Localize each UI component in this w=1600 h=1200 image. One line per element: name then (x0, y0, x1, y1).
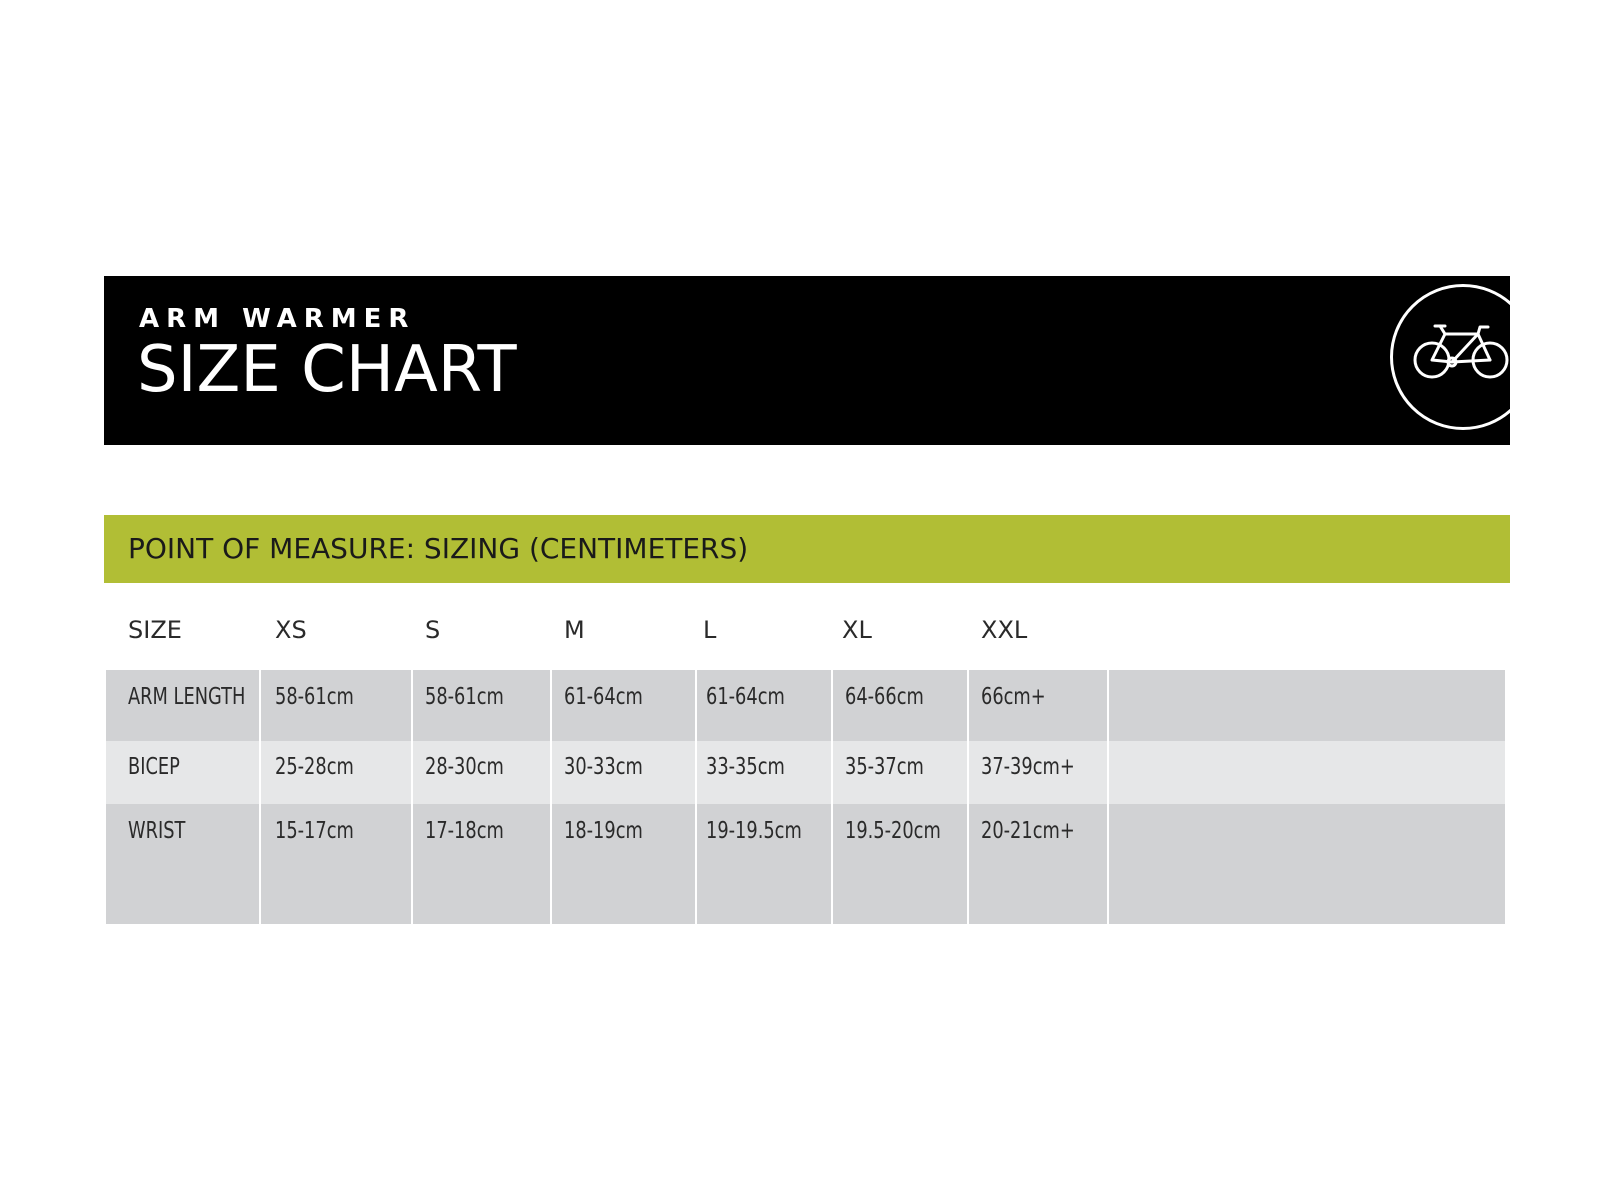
measure-band (104, 515, 1510, 583)
table-cell (413, 804, 550, 924)
cell-value: 18-19cm (564, 818, 643, 844)
cell-value: 15-17cm (275, 818, 354, 844)
table-cell (697, 804, 831, 924)
bicycle-icon (1412, 322, 1510, 382)
table-cell (552, 741, 695, 804)
cell-value: 17-18cm (425, 818, 504, 844)
row-label: ARM LENGTH (128, 684, 246, 710)
table-cell (261, 741, 411, 804)
row-label-cell (106, 670, 259, 741)
empty-cell (1109, 670, 1505, 741)
cell-value: 30-33cm (564, 754, 643, 780)
row-label-cell (106, 804, 259, 924)
cell-value: 19.5-20cm (845, 818, 941, 844)
size-header-row (104, 600, 1510, 660)
cell-value: 35-37cm (845, 754, 924, 780)
cell-value: 20-21cm+ (981, 818, 1075, 844)
table-cell (261, 670, 411, 741)
empty-cell (1109, 741, 1505, 804)
size-header-s: S (425, 616, 441, 644)
table-cell (413, 670, 550, 741)
cell-value: 61-64cm (564, 684, 643, 710)
size-header-l: L (703, 616, 717, 644)
table-cell (833, 804, 967, 924)
cell-value: 37-39cm+ (981, 754, 1075, 780)
size-header-xs: XS (275, 616, 307, 644)
cell-value: 64-66cm (845, 684, 924, 710)
row-label-cell (106, 741, 259, 804)
row-label: WRIST (128, 818, 186, 844)
cell-value: 66cm+ (981, 684, 1046, 710)
page-title: SIZE CHART (137, 333, 517, 407)
table-row-bicep (104, 741, 1510, 804)
table-cell (697, 741, 831, 804)
table-cell (833, 670, 967, 741)
table-cell (697, 670, 831, 741)
cell-value: 33-35cm (706, 754, 785, 780)
table-cell (969, 670, 1107, 741)
empty-cell (1109, 804, 1505, 924)
size-header-xl: XL (842, 616, 872, 644)
table-cell (261, 804, 411, 924)
table-cell (552, 804, 695, 924)
table-cell (833, 741, 967, 804)
size-header-m: M (564, 616, 585, 644)
table-cell (969, 804, 1107, 924)
cell-value: 25-28cm (275, 754, 354, 780)
table-cell (413, 741, 550, 804)
cell-value: 19-19.5cm (706, 818, 802, 844)
table-row-arm-length (104, 670, 1510, 741)
cell-value: 28-30cm (425, 754, 504, 780)
header-band (104, 276, 1510, 445)
cell-value: 58-61cm (425, 684, 504, 710)
cell-value: 58-61cm (275, 684, 354, 710)
measure-label: POINT OF MEASURE: SIZING (CENTIMETERS) (128, 532, 749, 565)
size-header-label: SIZE (128, 616, 182, 644)
row-label: BICEP (128, 754, 180, 780)
size-header-xxl: XXL (981, 616, 1028, 644)
table-row-wrist (104, 804, 1510, 924)
cell-value: 61-64cm (706, 684, 785, 710)
table-cell (552, 670, 695, 741)
header-subtitle: ARM WARMER (139, 304, 416, 334)
table-cell (969, 741, 1107, 804)
